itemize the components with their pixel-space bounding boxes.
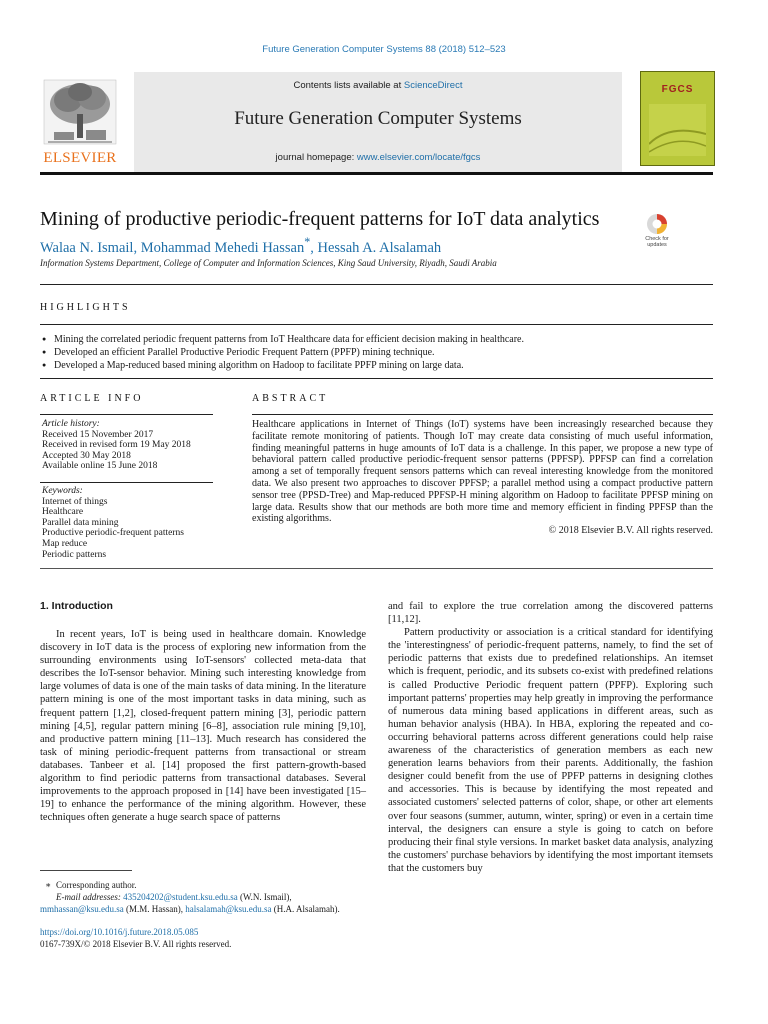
- history-date: Available online 15 June 2018: [42, 461, 158, 472]
- journal-banner: [134, 72, 622, 172]
- author-separator-2: ,: [310, 239, 318, 256]
- keyword: Internet of things: [42, 496, 108, 507]
- author-3[interactable]: Hessah A. Alsalamah: [317, 239, 442, 256]
- article-history: [42, 419, 214, 472]
- paper-title: Mining of productive periodic-frequent patterns for IoT data analytics: [40, 208, 600, 230]
- article-info-rule: [40, 414, 213, 415]
- highlights-top-rule: [40, 284, 713, 285]
- email-owner: (W.N. Ismail),: [239, 892, 292, 902]
- cover-pattern-icon: [649, 104, 706, 156]
- corresponding-footnote-text: Corresponding author.: [56, 880, 137, 890]
- email-owner: (M.M. Hassan),: [126, 904, 184, 914]
- introduction-heading: 1. Introduction: [40, 600, 113, 612]
- email-line: [40, 903, 380, 915]
- highlights-end-rule: [40, 378, 713, 379]
- intro-left-column: [40, 628, 366, 824]
- corresponding-footnote: [40, 879, 380, 891]
- email-line: [40, 891, 380, 903]
- intro-continuation: and fail to explore the true correlation among the discovered patterns [11,12].: [388, 601, 713, 626]
- abstract-end-rule: [40, 568, 713, 569]
- email-label: E-mail addresses:: [56, 892, 121, 902]
- elsevier-wordmark: ELSEVIER: [43, 150, 117, 166]
- highlights-bottom-rule: [40, 324, 713, 325]
- email-link[interactable]: 435204202@student.ksu.edu.sa: [123, 892, 238, 902]
- footnote-rule: [40, 870, 132, 871]
- homepage-line: [134, 152, 622, 163]
- keyword: Periodic patterns: [42, 549, 107, 560]
- author-list: [40, 235, 441, 257]
- history-date: Accepted 30 May 2018: [42, 450, 131, 461]
- contents-line: [134, 80, 622, 91]
- doi-link[interactable]: https://doi.org/10.1016/j.future.2018.05.085: [40, 927, 199, 937]
- article-info-heading: ARTICLE INFO: [40, 393, 144, 404]
- corresponding-author-mark[interactable]: *: [304, 235, 311, 249]
- highlights-list: [42, 333, 712, 372]
- abstract-rule: [252, 414, 713, 415]
- highlight-item: ● Developed a Map-reduced based mining algorithm on Hadoop to facilitate PPFP mining on large data.: [42, 359, 712, 372]
- intro-paragraph: Pattern productivity or association is a critical standard for identifying the 'interestingness' of periodic-frequent patterns, namely, to find the set of periodic patterns that exists due to predefined relationships. An itemset which is frequent, periodic, and its subsets co-exist with predefined relations is called Productive Periodic frequent pattern (PPFP). Exploring such important patterns' properties may help greatly in improving the performance of numerous data mining based applications in different areas, such as human behavior analysis (HBA). In HBA, exploring the repeated and co-occurring behavioral patterns across different generations could help raise awareness of the characteristics of generation members as each new generation learns behaviors from their parents. Additionally, the fashion designer could benefit from the use of PPFP patterns in designing clothes and accessories. This is because by identifying the most repeated and associated customers' selected patterns of color, shape, or other art elements over four seasons (summer, autumn, winter, spring) or even in a certain time interval, the designers can ensure a style is going to catch on before producing their final style versions. In market basket data analysis, analyzing the customers' purchase behaviors by identifying the most important itemsets that the customers buy: [388, 627, 713, 874]
- keywords-block: [42, 486, 214, 560]
- journal-cover[interactable]: [640, 71, 715, 166]
- keyword: Productive periodic-frequent patterns: [42, 528, 184, 539]
- abstract-text: Healthcare applications in Internet of Things (IoT) systems have been increasingly researched because they facilitate remote monitoring of patients. Though IoT may create data consisting of much useful information, finding meaningful patterns in huge amounts of IoT data is a challenge. In this paper, we propose a new type of behavioral pattern called productive periodic-frequent sensor patterns (PPFSP). PPFSP can find a correlation among a set of temporally frequent sensors patterns which can reveal interesting knowledge from the monitored data. We also present two approaches to discover PPFSP; a parallel method using a compact productive pattern sensor tree (PPSD-Tree) and Map-reduced PPFSP-H mining algorithm on Hadoop to facilitate PPFSP mining on large data. Results show that our methods are both more time and memory efficient in finding PPFSP than the existing algorithms.: [252, 419, 713, 525]
- author-separator-1: ,: [133, 239, 141, 256]
- cover-title: FGCS: [661, 84, 694, 95]
- email-link[interactable]: mmhassan@ksu.edu.sa: [40, 904, 124, 914]
- keyword: Parallel data mining: [42, 517, 119, 528]
- intro-right-column: [388, 600, 713, 875]
- contents-prefix: Contents lists available at: [293, 80, 404, 91]
- keywords-rule: [40, 482, 213, 483]
- keyword: Map reduce: [42, 538, 88, 549]
- issn-line: 0167-739X/© 2018 Elsevier B.V. All rights reserved.: [40, 939, 232, 949]
- keywords-label: Keywords:: [42, 486, 83, 496]
- email-owner: (H.A. Alsalamah).: [273, 904, 340, 914]
- article-history-label: Article history:: [42, 419, 100, 429]
- email-link[interactable]: halsalamah@ksu.edu.sa: [185, 904, 272, 914]
- journal-citation[interactable]: Future Generation Computer Systems 88 (2018) 512–523: [262, 44, 506, 55]
- abstract-copyright: © 2018 Elsevier B.V. All rights reserved.: [548, 525, 713, 537]
- history-date: Received in revised form 19 May 2018: [42, 440, 191, 451]
- highlights-heading: HIGHLIGHTS: [40, 302, 131, 313]
- doi-block: [40, 926, 231, 950]
- check-updates-icon: [638, 212, 676, 236]
- sciencedirect-link[interactable]: ScienceDirect: [403, 80, 463, 91]
- history-date: Received 15 November 2017: [42, 429, 154, 440]
- check-for-updates-badge[interactable]: [638, 212, 676, 252]
- journal-title: Future Generation Computer Systems: [234, 108, 522, 129]
- elsevier-tree-icon: [40, 78, 120, 148]
- author-2[interactable]: Mohammad Mehedi Hassan: [140, 239, 305, 256]
- elsevier-logo: [40, 78, 120, 170]
- highlight-item: ● Mining the correlated periodic frequent patterns from IoT Healthcare data for efficient decision making in healthcare.: [42, 333, 712, 346]
- intro-paragraph: In recent years, IoT is being used in healthcare domain. Knowledge discovery in IoT data is the process of exploring new information from the surrounding environments using IoT-sensors' collected meta-data that describes the IoT-sensor behavior. Mining such interesting knowledge from large volumes of data is one of the main tasks of data mining. In the literature pattern mining is one of the most important tasks in data mining, such as frequent pattern [1,2], closed-frequent pattern mining [3], periodic pattern mining [4,5], regular pattern mining [6–8], association rule mining [9,10], and productive pattern mining [11–13]. Much research has considered the task of mining periodic-frequent patterns from transactional or stream databases. Tanbeer et al. [14] proposed the first pattern-growth-based algorithm to find periodic patterns from transactional databases. Several improvements to the approach proposed in [14] have been investigated [15–19] to enhance the performance of the mining algorithm. However, these techniques often generate a huge search space of patterns: [40, 629, 366, 824]
- footnotes: [40, 879, 380, 915]
- homepage-prefix: journal homepage:: [275, 152, 357, 163]
- corresponding-footnote-mark: ∗: [44, 880, 52, 890]
- header-rule: [40, 172, 713, 175]
- affiliation: Information Systems Department, College of Computer and Information Sciences, King Saud University, Riyadh, Saudi Arabia: [40, 258, 497, 268]
- abstract-heading: ABSTRACT: [252, 393, 329, 404]
- homepage-link[interactable]: www.elsevier.com/locate/fgcs: [356, 152, 481, 163]
- check-updates-label: Check for updates: [645, 236, 669, 248]
- highlight-item: ● Developed an efficient Parallel Productive Periodic Frequent Pattern (PPFP) mining technique.: [42, 346, 712, 359]
- abstract-body: [252, 419, 713, 537]
- author-1[interactable]: Walaa N. Ismail: [40, 239, 134, 256]
- keyword: Healthcare: [42, 507, 84, 518]
